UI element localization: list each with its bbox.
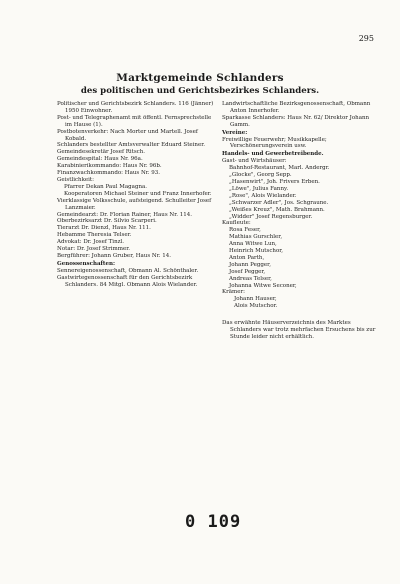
directory-entry: Post- und Telegraphenamt mit öffentl. Fernsprechstelle im Hause (1). <box>57 114 212 128</box>
directory-entry: Geistlichkeit: <box>57 176 94 183</box>
directory-entry: Krämer: <box>222 289 245 296</box>
directory-entry: Anton Parth, <box>229 254 265 261</box>
footer-code: 0 109 <box>185 512 242 532</box>
directory-entry: Postbotenverkehr: Nach Morter und Martell. Josef Kobald. <box>57 128 198 142</box>
directory-entry: Alois Mutschor. <box>234 303 278 310</box>
directory-entry: Gemeindespital: Haus Nr. 96a. <box>57 156 143 163</box>
directory-entry: Gemeindearzt: Dr. Florian Rainer, Haus Nr. 114. <box>57 211 192 218</box>
section-heading: Handels- und Gewerbetreibende. <box>222 151 324 158</box>
directory-entry: Hebamme Theresia Telser. <box>57 232 132 239</box>
directory-entry: „Rose", Alois Wielander. <box>229 192 297 199</box>
directory-entry: Tierarzt Dr. Dienzl, Haus Nr. 111. <box>57 225 151 232</box>
directory-entry: Gast- und Wirtshäuser: <box>222 158 287 165</box>
directory-entry: Bergführer: Johann Gruber, Haus Nr. 14. <box>57 252 171 259</box>
directory-entry: Politischer und Gerichtsbezirk Schlanders. 116 (Jänner) 1950 Einwohner. <box>57 101 214 114</box>
directory-entry: Josef Pegger, <box>229 268 266 275</box>
directory-entry: Rosa Feser, <box>229 227 261 234</box>
directory-entry: Kaufleute: <box>222 220 251 227</box>
directory-entry: Karabinierikommando: Haus Nr. 96b. <box>57 163 162 170</box>
directory-entry: Sennereigenossenschaft, Obmann Al. Schönthaler. <box>57 267 199 274</box>
directory-entry: Landwirtschaftliche Bezirksgenossenschaft, Obmann Anton Innerhofer. <box>222 101 371 114</box>
directory-entry: „Löwe", Julius Fanny. <box>229 185 289 192</box>
directory-entry: Heinrich Mutschor, <box>229 248 284 255</box>
directory-entry: Oberbezirksarzt Dr. Silvio Scarperi. <box>57 218 157 225</box>
directory-entry: „Schwarzer Adler", Jos. Schgraune. <box>229 199 329 206</box>
directory-entry: Sparkasse Schlanders: Haus Nr. 62/ Direktor Johann Gamm. <box>222 114 370 128</box>
directory-entry: Gemeindesekretär Josef Ritsch. <box>57 149 146 156</box>
directory-entry: Finanzwachkommando: Haus Nr. 93. <box>57 170 161 177</box>
directory-entry: „Glocke", Georg Sepp. <box>229 172 292 179</box>
directory-entry: Kooperatoren Michael Steiner und Franz Innerhofer. <box>64 190 212 197</box>
directory-entry: Notar: Dr. Josef Strimmer. <box>57 246 130 253</box>
section-heading: Genossenschaften: <box>57 260 115 267</box>
directory-entry: Pfarrer Dekan Paul Magagna. <box>64 183 148 190</box>
directory-entry: Vierklassige Volksschule, aufsteigend. Schulleiter Josef Lanzmaier. <box>57 197 212 211</box>
directory-entry: Johann Hauser, <box>234 296 277 303</box>
section-heading: Vereine: <box>222 129 248 136</box>
right-column <box>222 101 380 341</box>
directory-entry: „Hasenwirt", Joh. Frivers Erben. <box>229 178 320 185</box>
directory-entry: Gastwirtegenossenschaft für den Gerichtsbezirk Schlanders. 84 Mitgl. Obmann Alois Wielander. <box>57 274 198 288</box>
directory-entry: Anna Witwe Lun, <box>229 241 277 248</box>
document-subtitle: des politischen und Gerichtsbezirkes Schlanders. <box>80 86 320 96</box>
directory-entry: Johanna Witwe Seconer, <box>229 282 297 289</box>
page-number: 295 <box>358 34 374 43</box>
directory-entry: „Weißes Kreuz", Math. Brahmann. <box>229 206 325 213</box>
directory-entry: Mathias Gurschler, <box>229 234 283 241</box>
directory-entry: Freiwillige Feuerwehr; Musikkapelle; Verschönerungsverein usw. <box>222 136 327 150</box>
directory-entry: Advokat: Dr. Josef Tinzl. <box>57 239 125 246</box>
directory-entry: Johann Pegger, <box>229 261 271 268</box>
directory-entry: Bahnhof-Restaurant, Marl. Andergr. <box>229 165 330 172</box>
directory-entry: Das erwähnte Häuserverzeichnis des Marktes Schlanders war trotz mehrfachen Ersuchens bis zur Stunde leider nicht erhältlich. <box>222 320 376 340</box>
directory-entry: Schlanders bestellter Amtsverwalter Eduard Steiner. <box>57 142 205 149</box>
left-column <box>57 101 215 288</box>
directory-entry: „Widder" Josef Regensburger. <box>229 213 313 220</box>
document-title: Marktgemeinde Schlanders <box>116 72 284 84</box>
directory-entry: Andreas Telser, <box>229 275 272 282</box>
